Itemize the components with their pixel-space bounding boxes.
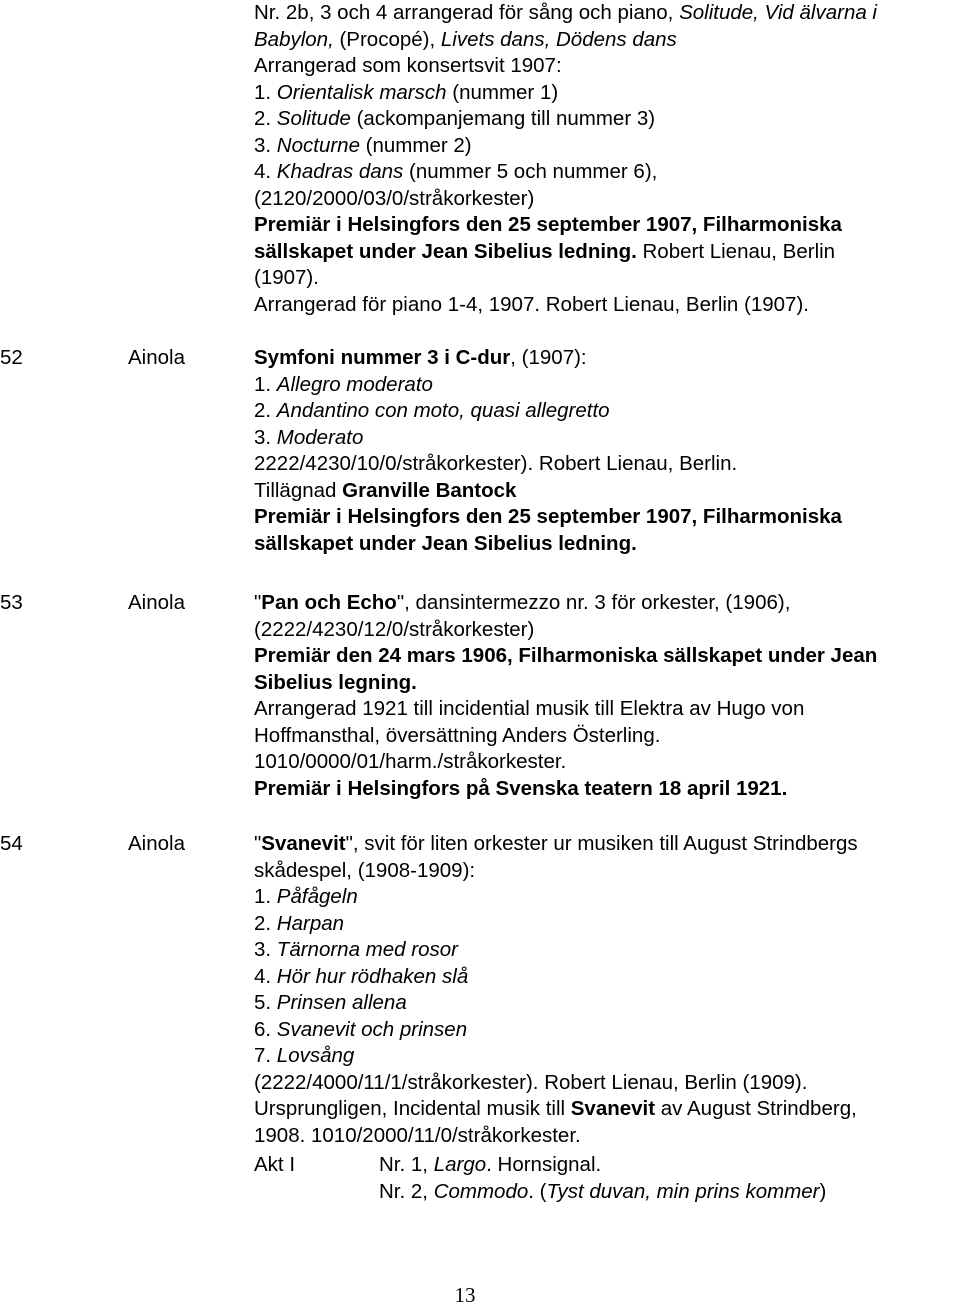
movement-title: Harpan: [276, 911, 345, 935]
text: (ackompanjemang till nummer 3): [350, 107, 656, 130]
movement-number: 1.: [254, 885, 277, 908]
text: (nummer 1): [446, 80, 559, 104]
work-title: Babylon,: [254, 27, 334, 51]
movement-line: [254, 133, 472, 160]
movement-title: Lovsång: [276, 1044, 355, 1067]
work-title: Symfoni nummer 3 i C-dur: [254, 346, 511, 369]
movement-title: Andantino con moto, quasi allegretto: [276, 399, 610, 422]
movement-title: Påfågeln: [276, 885, 358, 908]
entry-number: 53: [0, 591, 23, 614]
text: av August Strindberg,: [655, 1097, 857, 1120]
movement-number: 3.: [254, 938, 277, 961]
movement-number: 2.: [254, 399, 277, 422]
movement-number: 6.: [254, 1017, 277, 1041]
text: (nummer 5 och nummer 6),: [403, 160, 658, 183]
movement-line: [254, 159, 657, 186]
movement-line: [254, 1017, 467, 1044]
text-line: [254, 1096, 857, 1123]
premiere-line: [254, 212, 842, 239]
movement-title: Allegro moderato: [276, 372, 433, 396]
work-heading: [254, 345, 587, 372]
work-title: Pan och Echo: [261, 591, 397, 614]
text: (nummer 2): [359, 133, 472, 157]
movement-number: 7.: [254, 1044, 277, 1067]
text: Tillägnad: [254, 478, 343, 502]
movement-number: 4.: [254, 160, 277, 183]
number-line: [379, 1179, 826, 1206]
movement-title: Khadras dans: [276, 160, 404, 183]
movement-number: 1.: [254, 372, 277, 396]
movement-number: 2.: [254, 911, 277, 935]
publisher-text: Robert Lienau, Berlin: [636, 239, 836, 263]
movement-line: [254, 80, 558, 107]
text: . Hornsignal.: [486, 1153, 602, 1176]
text: , (1907):: [510, 346, 587, 369]
scoring-line: (2222/4230/12/0/stråkorkester): [254, 617, 535, 641]
page-number: 13: [454, 1283, 476, 1307]
tempo-marking: Largo: [433, 1153, 487, 1176]
premiere-line: [254, 239, 835, 266]
movement-line: [254, 425, 363, 452]
movement-line: [254, 990, 407, 1017]
movement-line: [254, 911, 344, 938]
work-title: Svanevit: [261, 832, 346, 855]
text: Nr. 1,: [379, 1153, 434, 1176]
text: Nr. 2b, 3 och 4 arrangerad för sång och piano,: [254, 1, 680, 24]
movement-title: Orientalisk marsch: [276, 80, 447, 104]
movement-title: Hör hur rödhaken slå: [276, 964, 469, 988]
entry-number: 54: [0, 832, 23, 855]
scoring-line: (2120/2000/03/0/stråkorkester): [254, 186, 535, 210]
text: ): [819, 1179, 827, 1203]
movement-number: 5.: [254, 991, 277, 1014]
text: ": [254, 832, 262, 855]
movement-title: Solitude: [276, 107, 351, 130]
premiere-line: [254, 670, 417, 697]
work-title: Livets dans, Dödens dans: [440, 27, 677, 51]
premiere-line: [254, 531, 637, 558]
scoring-line: (2222/4000/11/1/stråkorkester). Robert Lienau, Berlin (1909).: [254, 1070, 808, 1094]
number-line: [379, 1152, 601, 1179]
text-line: (1907).: [254, 266, 319, 289]
movement-number: 2.: [254, 107, 277, 130]
premiere-text: Premiär i Helsingfors på Svenska teatern 18 april 1921.: [254, 776, 788, 800]
entry-place: Ainola: [128, 346, 185, 369]
text-line: Arrangerad som konsertsvit 1907:: [254, 54, 562, 77]
text: (Procopé),: [333, 27, 441, 51]
text: ": [254, 591, 262, 614]
text-line: Hoffmansthal, översättning Anders Österling.: [254, 723, 661, 747]
tempo-marking: Commodo: [433, 1179, 529, 1203]
movement-title: Moderato: [276, 425, 364, 449]
text: Ursprungligen, Incidental musik till: [254, 1097, 571, 1120]
dedicatee: Granville Bantock: [342, 478, 517, 502]
work-heading: [254, 831, 858, 858]
premiere-text: Premiär i Helsingfors den 25 september 1907, Filharmoniska: [254, 213, 842, 236]
movement-line: [254, 372, 433, 399]
premiere-line: [254, 504, 842, 531]
premiere-text: sällskapet under Jean Sibelius ledning.: [254, 239, 637, 263]
movement-number: 4.: [254, 964, 277, 988]
premiere-line: [254, 776, 787, 803]
movement-line: [254, 884, 358, 911]
movement-title: Svanevit och prinsen: [276, 1017, 468, 1041]
movement-title: Tärnorna med rosor: [276, 938, 458, 961]
movement-number: 3.: [254, 425, 277, 449]
text: ", dansintermezzo nr. 3 för orkester, (1906),: [396, 591, 791, 614]
text-line: skådespel, (1908-1909):: [254, 858, 476, 882]
work-title: Svanevit: [570, 1097, 656, 1120]
act-label: Akt I: [254, 1153, 296, 1176]
movement-number: 3.: [254, 133, 277, 157]
dedication-line: [254, 478, 516, 505]
work-heading: [254, 590, 790, 617]
song-title: Tyst duvan, min prins kommer: [546, 1179, 820, 1203]
text: . (: [528, 1179, 547, 1203]
movement-line: [254, 1043, 354, 1070]
premiere-text: Premiär den 24 mars 1906, Filharmoniska sällskapet under Jean: [254, 644, 878, 667]
movement-line: [254, 937, 458, 964]
movement-title: Prinsen allena: [276, 991, 407, 1014]
entry-place: Ainola: [128, 591, 185, 614]
premiere-text: sällskapet under Jean Sibelius ledning.: [254, 531, 637, 555]
scoring-line: 1010/0000/01/harm./stråkorkester.: [254, 750, 567, 773]
text-line: [254, 0, 877, 27]
work-title: Solitude, Vid älvarna i: [679, 1, 877, 24]
text-line: Arrangerad 1921 till incidential musik till Elektra av Hugo von: [254, 697, 805, 720]
text: Nr. 2,: [379, 1179, 434, 1203]
scoring-line: 2222/4230/10/0/stråkorkester). Robert Lienau, Berlin.: [254, 452, 738, 475]
scoring-line: 1908. 1010/2000/11/0/stråkorkester.: [254, 1123, 581, 1147]
text-line: [254, 27, 677, 54]
entry-number: 52: [0, 346, 23, 369]
premiere-line: [254, 643, 877, 670]
text-line: Arrangerad för piano 1-4, 1907. Robert Lienau, Berlin (1907).: [254, 292, 809, 316]
movement-number: 1.: [254, 80, 277, 104]
text: ", svit för liten orkester ur musiken till August Strindbergs: [345, 832, 858, 855]
movement-line: [254, 964, 468, 991]
entry-place: Ainola: [128, 832, 185, 855]
movement-title: Nocturne: [276, 133, 360, 157]
movement-line: [254, 106, 655, 133]
movement-line: [254, 398, 610, 425]
premiere-text: Sibelius legning.: [254, 670, 417, 694]
premiere-text: Premiär i Helsingfors den 25 september 1907, Filharmoniska: [254, 505, 842, 528]
